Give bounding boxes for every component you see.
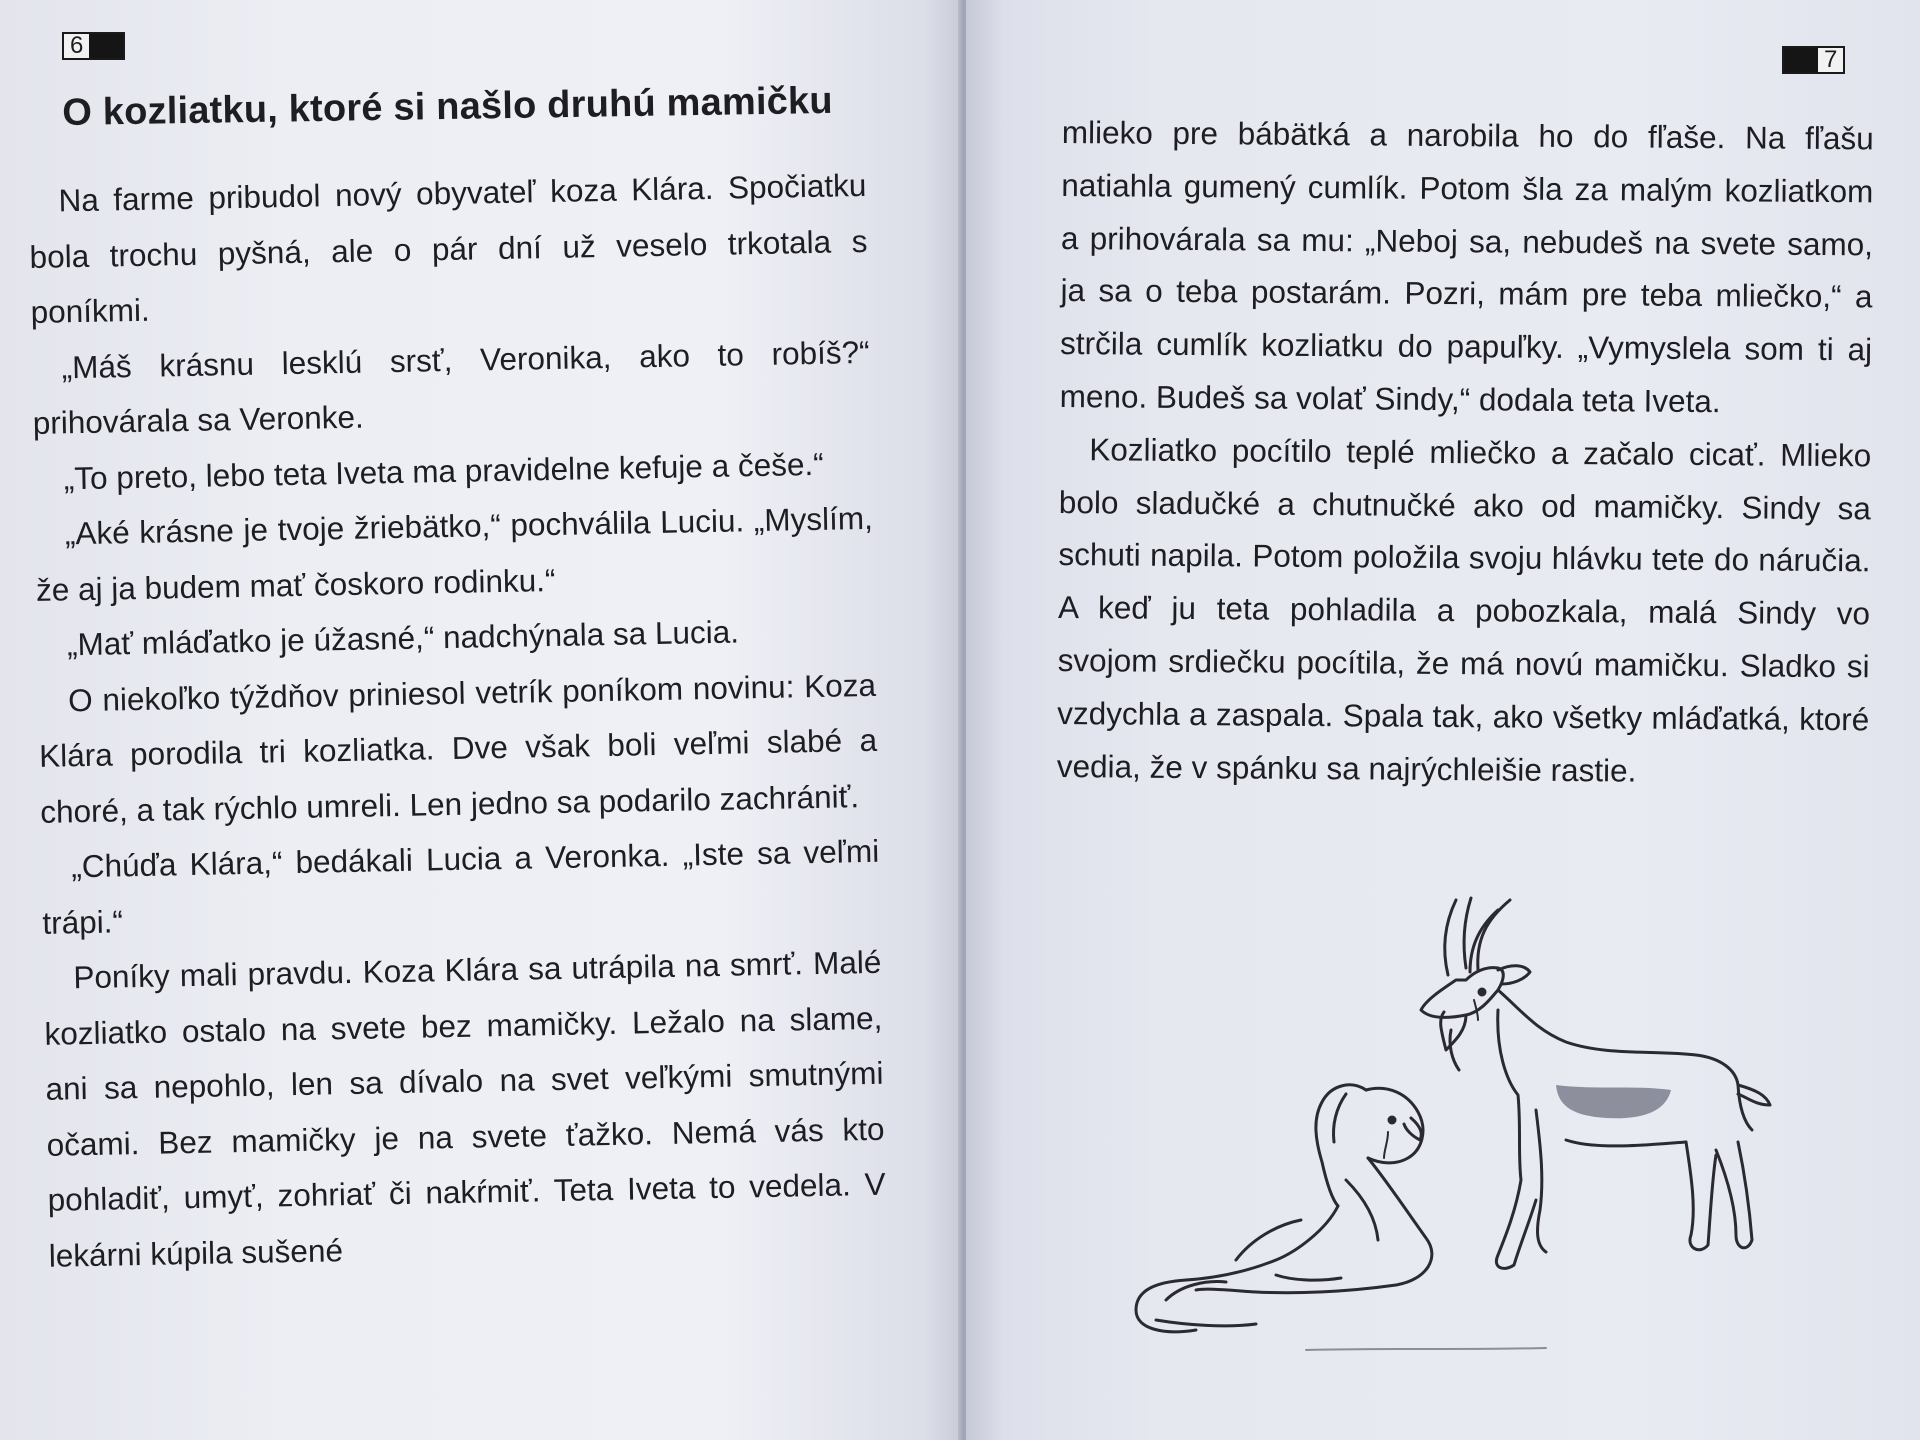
right-page-text (1057, 106, 1874, 799)
paragraph: „Mať mláďatko je úžasné,“ nadchýnala sa Lucia. (66, 613, 740, 663)
kid-goat-icon (1136, 1085, 1432, 1332)
goat-icon (1421, 898, 1770, 1268)
paragraph: Poníky mali pravdu. Koza Klára sa utrápila na smrť. Malé kozliatko ostalo na svete bez mamičky. Ležalo na slame, ani sa nepohlo, len sa dívalo na svet veľkými smutnými očami. Bez mamičky je na svete ťažko. Nemá vás kto pohladiť, umyť, zohriať či nakŕmiť. Teta Iveta to vedela. V lekárni kúpila sušené (44, 943, 886, 1274)
page-number-box-left (62, 32, 125, 60)
paragraph: Kozliatko pocítilo teplé mliečko a začalo cicať. Mlieko bolo sladučké a chutnučké ako od mamičky. Sindy sa schuti napila. Potom položila svoju hlávku tete do náručia. A keď ju teta pohladila a pobozkala, malá Sindy vo svojom srdiečku pocítila, že má novú mamičku. Sladko si vzdychla a zaspala. Spala tak, ako všetky mláďatká, ktoré vedia, že v spánku sa najrýchleišie rastie. (1056, 431, 1872, 789)
paragraph: „To preto, lebo teta Iveta ma pravidelne kefuje a češe.“ (63, 445, 824, 496)
story-title: O kozliatku, ktoré si našlo druhú mamičku (62, 79, 834, 134)
paragraph: „Aké krásne je tvoje žriebätko,“ pochválila Luciu. „Myslím, že aj ja budem mať čoskoro rodinku.“ (35, 499, 874, 608)
page-number-box-right (1782, 46, 1845, 74)
right-page (966, 0, 1920, 1440)
goat-and-kid-illustration-icon (1126, 880, 1806, 1360)
page-number-right: 7 (1818, 48, 1843, 72)
paragraph: O niekoľko týždňov priniesol vetrík poníkom novinu: Koza Klára porodila tri kozliatka. Dve však boli veľmi slabé a choré, a tak rýchlo umreli. Len jedno sa podarilo zachrániť. (38, 666, 878, 830)
paragraph: mlieko pre bábätká a narobila ho do fľaše. Na fľašu natiahla gumený cumlík. Potom šla za malým kozliatkom a prihovárala sa mu: „Neboj sa, nebudeš na svete samo, ja sa o teba postarám. Pozri, mám pre teba mliečko,“ a strčila cumlík kozliatku do papuľky. „Vymyslela som ti aj meno. Budeš sa volať Sindy,“ dodala teta Iveta. (1059, 113, 1874, 420)
paragraph: „Máš krásnu lesklú srsť, Veronika, ako to robíš?“ prihovárala sa Veronke. (32, 333, 870, 441)
page-number-left: 6 (64, 34, 89, 58)
page-number-marker-right (1784, 48, 1818, 72)
paragraph: Na farme pribudol nový obyvateľ koza Klára. Spočiatku bola trochu pyšná, ale o pár dní už veselo trkotala s poníkmi. (29, 166, 868, 330)
paragraph: „Chúďa Klára,“ bedákali Lucia a Veronka. „Iste sa veľmi trápi.“ (42, 832, 880, 941)
left-page-text (28, 158, 887, 1284)
page-number-marker-left (89, 34, 123, 58)
